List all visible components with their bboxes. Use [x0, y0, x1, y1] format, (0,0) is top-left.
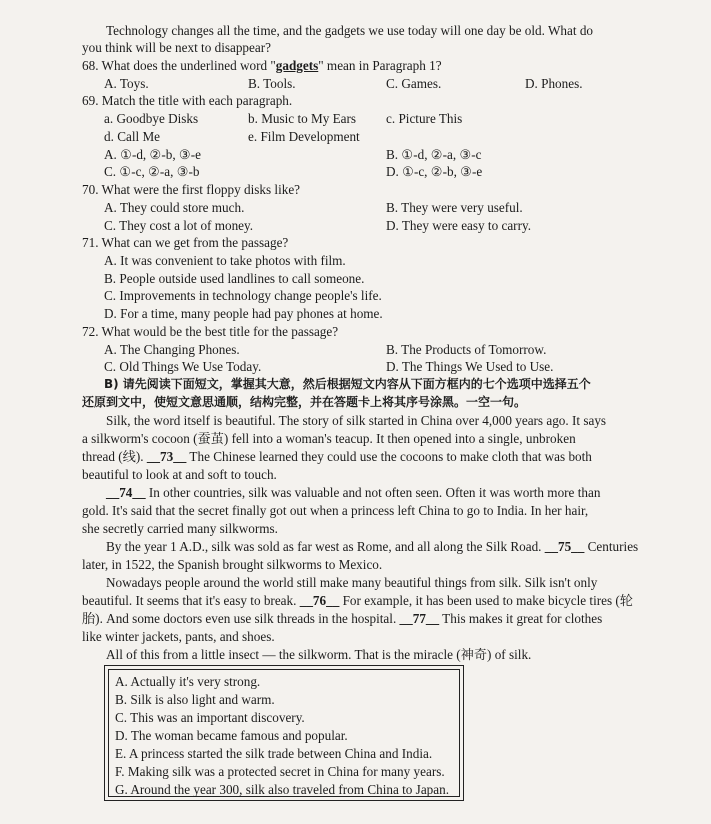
- p1-line-4: beautiful to look at and soft to touch.: [82, 467, 277, 482]
- blank-75: __75__: [544, 539, 585, 554]
- options-box: [104, 665, 464, 801]
- p1-line-1: Silk, the word itself is beautiful. The story of silk started in China over 4,000 years ago. It says: [106, 413, 607, 428]
- option-d: D. The woman became famous and popular.: [115, 728, 348, 743]
- q70-option-d: D. They were easy to carry.: [386, 218, 531, 233]
- q72-option-d: D. The Things We Used to Use.: [386, 359, 554, 374]
- q69-option-b: B. ①-d, ②-a, ③-c: [386, 147, 482, 162]
- blank-76: __76__: [299, 593, 340, 608]
- q68-option-c: C. Games.: [386, 76, 442, 91]
- q71-option-c: C. Improvements in technology change people's life.: [104, 288, 382, 303]
- q68-option-d: D. Phones.: [525, 76, 583, 91]
- intro-line-2: you think will be next to disappear?: [82, 40, 271, 55]
- q69-title-c: c. Picture This: [386, 111, 463, 126]
- q68-stem: 68. What does the underlined word "gadgets" mean in Paragraph 1?: [82, 58, 442, 73]
- q71-option-d: D. For a time, many people had pay phones at home.: [104, 306, 383, 321]
- option-a: A. Actually it's very strong.: [115, 674, 261, 689]
- q68-option-a: A. Toys.: [104, 76, 149, 91]
- option-b: B. Silk is also light and warm.: [115, 692, 275, 707]
- q69-stem: 69. Match the title with each paragraph.: [82, 93, 293, 108]
- partB-instruction-1: B) 请先阅读下面短文，掌握其大意，然后根据短文内容从下面方框内的七个选项中选择五个: [104, 377, 591, 391]
- q69-title-d: d. Call Me: [104, 129, 161, 144]
- q72-option-b: B. The Products of Tomorrow.: [386, 342, 547, 357]
- p2-line-1: __74__ In other countries, silk was valuable and not often seen. Often it was worth more than: [106, 485, 601, 500]
- option-f: F. Making silk was a protected secret in China for many years.: [115, 764, 445, 779]
- q69-title-a: a. Goodbye Disks: [104, 111, 199, 126]
- q69-title-b: b. Music to My Ears: [248, 111, 357, 126]
- p4-line-2: beautiful. It seems that it's easy to break. __76__ For example, it has been used to make bicycle tires (轮: [82, 593, 633, 608]
- p2-line-2: gold. It's said that the secret finally got out when a princess left China to go to India. In her hair,: [82, 503, 589, 518]
- option-c: C. This was an important discovery.: [115, 710, 305, 725]
- p3-line-1: By the year 1 A.D., silk was sold as far west as Rome, and all along the Silk Road. __75__ Centuries: [106, 539, 639, 554]
- blank-74: __74__: [106, 485, 146, 500]
- q69-option-c: C. ①-c, ②-a, ③-b: [104, 164, 200, 179]
- q69-title-e: e. Film Development: [248, 129, 360, 144]
- q71-stem: 71. What can we get from the passage?: [82, 235, 289, 250]
- q68-option-b: B. Tools.: [248, 76, 296, 91]
- blank-77: __77__: [399, 611, 440, 626]
- q69-option-a: A. ①-d, ②-b, ③-e: [104, 147, 201, 162]
- q70-stem: 70. What were the first floppy disks like?: [82, 182, 301, 197]
- p3-line-2: later, in 1522, the Spanish brought silkworms to Mexico.: [82, 557, 383, 572]
- p4-line-3: 胎). And some doctors even use silk threads in the hospital. __77__ This makes it great for clothes: [82, 611, 603, 626]
- p5-line-1: All of this from a little insect — the silkworm. That is the miracle (神奇) of silk.: [106, 647, 532, 662]
- p1-line-3: thread (线). __73__ The Chinese learned they could use the cocoons to make cloth that was both: [82, 449, 592, 464]
- q72-stem: 72. What would be the best title for the passage?: [82, 324, 339, 339]
- option-e: E. A princess started the silk trade between China and India.: [115, 746, 433, 761]
- q71-option-a: A. It was convenient to take photos with film.: [104, 253, 346, 268]
- p2-line-3: she secretly carried many silkworms.: [82, 521, 278, 536]
- partB-instruction-2: 还原到文中，使短文意思通顺，结构完整，并在答题卡上将其序号涂黑。一空一句。: [82, 395, 527, 409]
- q70-option-c: C. They cost a lot of money.: [104, 218, 254, 233]
- intro-line-1: Technology changes all the time, and the gadgets we use today will one day be old. What do: [106, 23, 594, 38]
- options-box-inner: [108, 669, 460, 797]
- q72-option-c: C. Old Things We Use Today.: [104, 359, 262, 374]
- q69-option-d: D. ①-c, ②-b, ③-e: [386, 164, 483, 179]
- p4-line-1: Nowadays people around the world still make many beautiful things from silk. Silk isn't only: [106, 575, 598, 590]
- q71-option-b: B. People outside used landlines to call someone.: [104, 271, 365, 286]
- p4-line-4: like winter jackets, pants, and shoes.: [82, 629, 275, 644]
- blank-73: __73__: [146, 449, 187, 464]
- q72-option-a: A. The Changing Phones.: [104, 342, 240, 357]
- q70-option-b: B. They were very useful.: [386, 200, 523, 215]
- p1-line-2: a silkworm's cocoon (蚕茧) fell into a woman's teacup. It then opened into a single, unbroken: [82, 431, 576, 446]
- q70-option-a: A. They could store much.: [104, 200, 245, 215]
- option-g: G. Around the year 300, silk also traveled from China to Japan.: [115, 782, 450, 797]
- q68-underlined-word: gadgets: [275, 58, 319, 73]
